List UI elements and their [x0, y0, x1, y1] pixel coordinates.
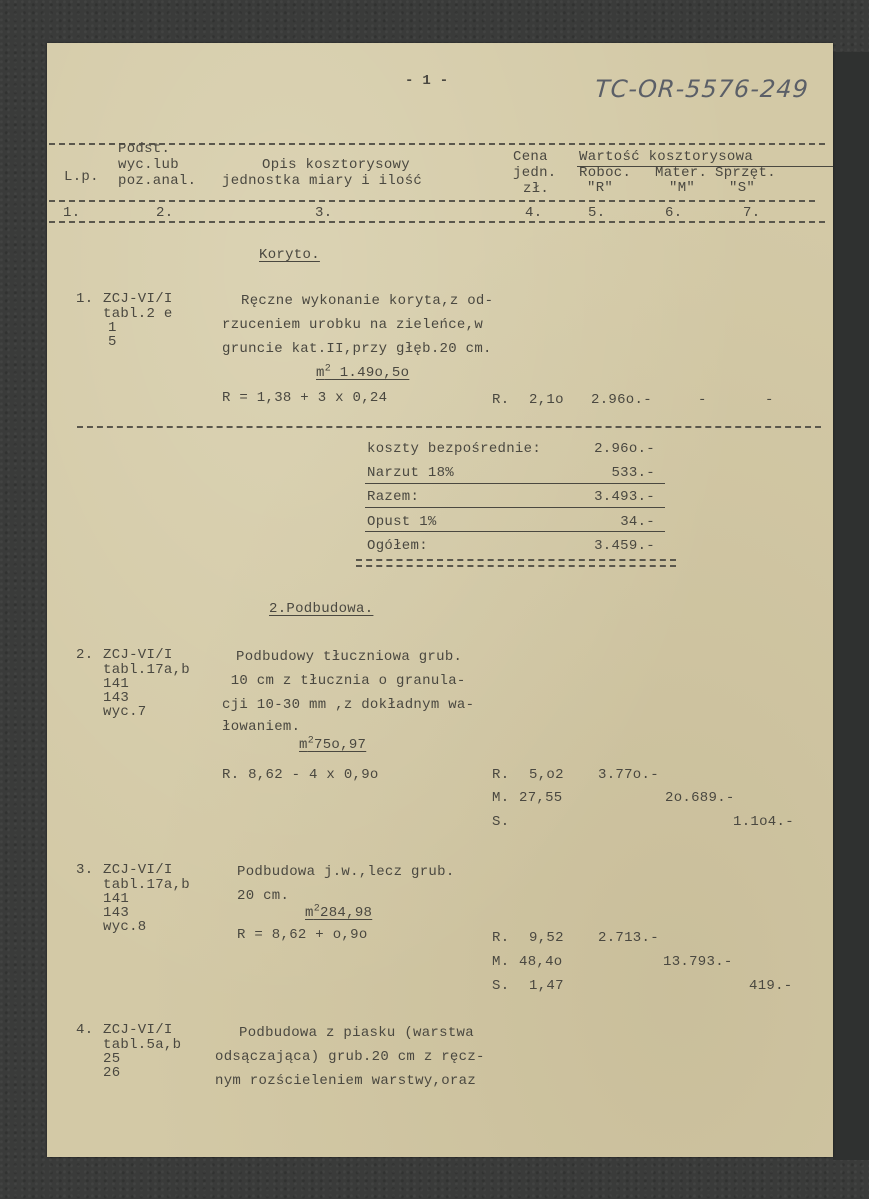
item-4-basis-2: tabl.5a,b — [103, 1037, 182, 1053]
item-1-desc-2: rzuceniem urobku na zieleńce,w — [222, 317, 484, 333]
document-page — [47, 43, 833, 1157]
item-2-row-m-value: 2o.689.- — [665, 790, 735, 806]
item-4-desc-3: nym rozścieleniem warstwy,oraz — [215, 1073, 477, 1089]
summary-rule-2 — [365, 507, 665, 508]
summary-direct-costs-label: koszty bezpośrednie: — [367, 441, 542, 457]
item-3-quantity: $m^2284,98$ — [305, 903, 373, 921]
summary-total-label: Ogółem: — [367, 538, 428, 554]
item-1-desc-3: gruncie kat.II,przy głęb.20 cm. — [222, 341, 492, 357]
item-4-basis-1: ZCJ-VI/I — [103, 1022, 173, 1038]
item-2-basis-5: wyc.7 — [103, 704, 147, 720]
col-number-3: 3. — [315, 205, 333, 221]
col-price-header-3: zł. — [523, 181, 550, 197]
summary-markup-label: Narzut 18% — [367, 465, 455, 481]
summary-discount-value: 34.- — [620, 514, 655, 530]
backdrop — [833, 52, 869, 1160]
item-3-row-m-type: M. — [492, 954, 510, 970]
item-2-basis-3: 141 — [103, 676, 130, 692]
item-2-row-s-type: S. — [492, 814, 510, 830]
item-2-desc-4: łowaniem. — [222, 719, 301, 735]
item-2-desc-3: cji 10-30 mm ,z dokładnym wa- — [222, 697, 475, 713]
col-number-5: 5. — [588, 205, 606, 221]
col-number-4: 4. — [525, 205, 543, 221]
summary-rule-1 — [365, 483, 665, 484]
item-1-basis-1: ZCJ-VI/I — [103, 291, 173, 307]
handwritten-reference: TC-OR-5576-249 — [594, 75, 810, 103]
summary-direct-costs-value: 2.96o.- — [594, 441, 655, 457]
col-equipment-header: Sprzęt. — [715, 165, 776, 181]
col-number-6: 6. — [665, 205, 683, 221]
item-2-row-r-value: 3.77o.- — [598, 767, 659, 783]
item-2-basis-2: tabl.17a,b — [103, 662, 191, 678]
col-labor-code: "R" — [587, 180, 614, 196]
item-4-basis-4: 26 — [103, 1065, 121, 1081]
col-material-header: Mater. — [655, 165, 708, 181]
item-3-row-r-price: 9,52 — [529, 930, 564, 946]
col-lp-header: L.p. — [64, 169, 99, 185]
item-4-basis-3: 25 — [103, 1051, 121, 1067]
header-rule-bottom — [49, 221, 825, 223]
summary-rule-3 — [365, 531, 665, 532]
item-1-basis-4: 5 — [108, 334, 117, 350]
col-desc-header-1: Opis kosztorysowy — [262, 157, 410, 173]
section-title-podbudowa: 2.Podbudowa. — [269, 601, 374, 617]
summary-double-rule — [356, 559, 676, 567]
item-1-value-m: - — [698, 392, 707, 408]
col-desc-header-2: jednostka miary i ilość — [222, 173, 423, 189]
summary-subtotal-label: Razem: — [367, 489, 420, 505]
summary-markup-value: 533.- — [611, 465, 655, 481]
item-3-row-s-value: 419.- — [749, 978, 793, 994]
item-2-desc-1: Podbudowy tłuczniowa grub. — [236, 649, 463, 665]
col-number-2: 2. — [156, 205, 174, 221]
item-2-quantity: $m^275o,97$ — [299, 735, 367, 753]
col-equipment-code: "S" — [729, 180, 756, 196]
section-title-koryto: Koryto. — [259, 247, 320, 263]
col-price-header-2: jedn. — [513, 165, 557, 181]
item-1-basis-3: 1 — [108, 320, 117, 336]
item-3-row-m-value: 13.793.- — [663, 954, 733, 970]
item-3-row-m-price: 48,4o — [519, 954, 563, 970]
item-3-basis-3: 141 — [103, 891, 130, 907]
item-2-row-r-type: R. — [492, 767, 510, 783]
col-basis-header-3: poz.anal. — [118, 173, 197, 189]
item-2-desc-2: 10 cm z tłucznia o granula- — [222, 673, 466, 689]
item-1-unit-price: 2,1o — [529, 392, 564, 408]
col-material-code: "M" — [669, 180, 696, 196]
col-price-header-1: Cena — [513, 149, 548, 165]
item-3-lp: 3. — [76, 862, 94, 878]
item-1-value-r: 2.96o.- — [591, 392, 652, 408]
col-number-1: 1. — [63, 205, 81, 221]
col-basis-header-1: Podst. — [118, 141, 171, 157]
item-3-basis-4: 143 — [103, 905, 130, 921]
col-basis-header-2: wyc.lub — [118, 157, 179, 173]
summary-subtotal-value: 3.493.- — [594, 489, 655, 505]
item-3-desc-2: 20 cm. — [237, 888, 290, 904]
summary-discount-label: Opust 1% — [367, 514, 437, 530]
item-1-separator — [77, 426, 821, 428]
item-4-lp: 4. — [76, 1022, 94, 1038]
item-3-row-r-type: R. — [492, 930, 510, 946]
value-group-header: Wartość kosztorysowa — [579, 149, 754, 165]
item-3-row-s-price: 1,47 — [529, 978, 564, 994]
item-1-basis-2: tabl.2 e — [103, 306, 173, 322]
col-labor-header: Roboc. — [579, 165, 632, 181]
item-1-desc-1: Ręczne wykonanie koryta,z od- — [241, 293, 494, 309]
item-3-desc-1: Podbudowa j.w.,lecz grub. — [237, 864, 455, 880]
item-2-row-s-value: 1.1o4.- — [733, 814, 794, 830]
item-2-formula: R. 8,62 - 4 x 0,9o — [222, 767, 379, 783]
summary-total-value: 3.459.- — [594, 538, 655, 554]
item-3-basis-2: tabl.17a,b — [103, 877, 191, 893]
item-2-basis-4: 143 — [103, 690, 130, 706]
item-1-value-s: - — [765, 392, 774, 408]
item-2-basis-1: ZCJ-VI/I — [103, 647, 173, 663]
item-2-row-m-price: 27,55 — [519, 790, 563, 806]
item-3-row-s-type: S. — [492, 978, 510, 994]
item-4-desc-1: Podbudowa z piasku (warstwa — [239, 1025, 474, 1041]
item-1-quantity: $m^2$ 1.49o,5o — [316, 363, 410, 381]
item-3-basis-1: ZCJ-VI/I — [103, 862, 173, 878]
item-1-formula: R = 1,38 + 3 x 0,24 — [222, 390, 388, 406]
item-3-row-r-value: 2.713.- — [598, 930, 659, 946]
col-number-7: 7. — [743, 205, 761, 221]
item-3-formula: R = 8,62 + o,9o — [237, 927, 368, 943]
header-rule-mid — [49, 200, 815, 202]
item-2-row-m-type: M. — [492, 790, 510, 806]
item-1-row-type: R. — [492, 392, 510, 408]
item-2-row-r-price: 5,o2 — [529, 767, 564, 783]
item-3-basis-5: wyc.8 — [103, 919, 147, 935]
page-number: - 1 - — [405, 73, 449, 89]
item-2-lp: 2. — [76, 647, 94, 663]
item-4-desc-2: odsączająca) grub.20 cm z ręcz- — [215, 1049, 485, 1065]
item-1-lp: 1. — [76, 291, 94, 307]
